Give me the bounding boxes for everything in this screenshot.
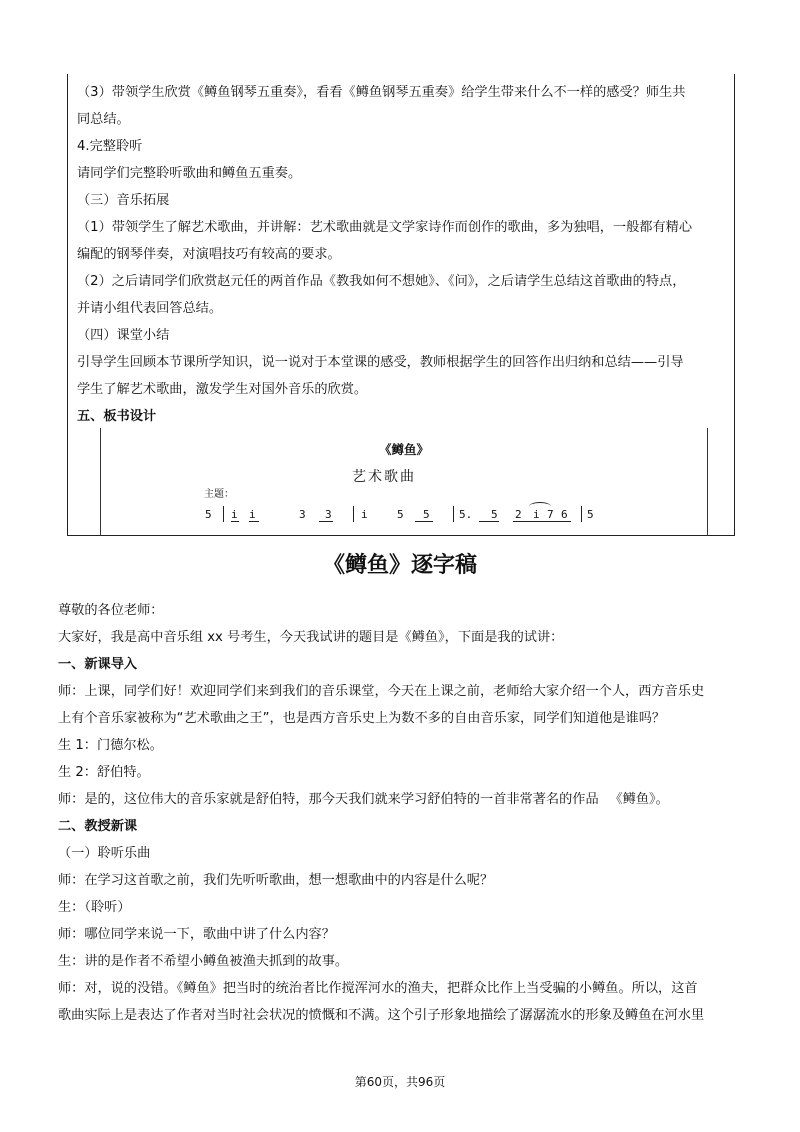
teacher-line-3: 师：在学习这首歌之前，我们先听听歌曲，想一想歌曲中的内容是什么呢？ (58, 873, 494, 888)
bar-line (453, 506, 454, 522)
note: 5 (491, 508, 498, 521)
teacher-line-1b: 上有个音乐家被称为“艺术歌曲之王”，也是西方音乐史上为数不多的自由音乐家，同学们知道他是谁吗？ (58, 711, 666, 726)
teacher-line-5b: 歌曲实际上是表达了作者对当时社会状况的愤慨和不满。这个引子形象地描绘了潺潺流水的形象及鳟鱼在河水里 (58, 1008, 705, 1023)
intro: 大家好，我是高中音乐组 xx 号考生，今天我试讲的题目是《鳟鱼》，下面是我的试讲： (58, 630, 564, 645)
paragraph-quintet-1: （3）带领学生欣赏《鳟鱼钢琴五重奏》，看看《鳟鱼钢琴五重奏》给学生带来什么不一样的感受？师生共 (77, 85, 686, 100)
note: 5 (205, 508, 212, 521)
heading-new-lesson: 一、新课导入 (58, 657, 138, 672)
page-number: 第60页，共96页 (354, 1075, 446, 1089)
bar-line (353, 506, 354, 522)
underline (415, 521, 433, 522)
paragraph-zhao-2: 并请小组代表回答总结。 (77, 301, 223, 316)
student-line-1: 生 1：门德尔松。 (58, 738, 163, 753)
paragraph-quintet-2: 同总结。 (77, 112, 130, 127)
board-title: 《鳟鱼》 (378, 442, 429, 457)
underline (249, 521, 259, 522)
board-design (100, 428, 708, 536)
underline (231, 521, 239, 522)
page-title: 《鳟鱼》逐字稿 (322, 552, 477, 578)
note: i (231, 508, 238, 521)
heading-board-design: 五、板书设计 (77, 409, 157, 424)
student-line-3: 生：（聆听） (58, 900, 131, 915)
note: i (249, 508, 256, 521)
student-line-4: 生：讲的是作者不希望小鳟鱼被渔夫抓到的故事。 (58, 954, 349, 969)
heading-music-expand: （三）音乐拓展 (77, 193, 170, 208)
note: i (533, 508, 540, 521)
teacher-line-4: 师：哪位同学来说一下，歌曲中讲了什么内容？ (58, 927, 335, 942)
teacher-line-2: 师：是的，这位伟大的音乐家就是舒伯特，那今天我们就来学习舒伯特的一首非常著名的作品 《鳟鱼》。 (58, 792, 669, 807)
bar-line (581, 506, 582, 522)
paragraph-summary-1: 引导学生回顾本节课所学知识，说一说对于本堂课的感受，教师根据学生的回答作出归纳和总结——引导 (77, 355, 684, 370)
note: 2 (515, 508, 522, 521)
heading-full-listen: 4.完整聆听 (77, 139, 143, 154)
paragraph-art-song-2: 编配的钢琴伴奏，对演唱技巧有较高的要求。 (77, 247, 341, 262)
underline (479, 521, 499, 522)
board-subtitle: 艺术歌曲 (352, 469, 416, 485)
paragraph-zhao-1: （2）之后请同学们欣赏赵元任的两首作品《教我如何不想她》、《问》，之后请学生总结这首歌曲的特点， (77, 274, 686, 289)
underline (513, 521, 571, 522)
student-line-2: 生 2：舒伯特。 (58, 765, 150, 780)
teacher-line-5a: 师：对，说的没错。《鳟鱼》把当时的统治者比作搅浑河水的渔夫，把群众比作上当受骗的小鳟鱼。所以，这首 (58, 981, 698, 996)
key-label: 主题： (204, 489, 234, 500)
note: 3 (325, 508, 332, 521)
paragraph-summary-2: 学生了解艺术歌曲，激发学生对国外音乐的欣赏。 (77, 382, 368, 397)
heading-class-summary: （四）课堂小结 (77, 328, 170, 343)
slur (529, 502, 551, 511)
underline (319, 521, 333, 522)
heading-listen: （一）聆听乐曲 (58, 846, 151, 861)
paragraph-art-song-1: （1）带领学生了解艺术歌曲，并讲解：艺术歌曲就是文学家诗作而创作的歌曲，多为独唱，一般都有精心 (77, 220, 693, 235)
heading-teach-new: 二、教授新课 (58, 819, 138, 834)
note: 6 (561, 508, 568, 521)
greeting: 尊敬的各位老师： (58, 603, 164, 618)
bar-line (223, 506, 224, 522)
note: 5. (459, 508, 473, 521)
melody-score (201, 508, 691, 538)
note: 7 (547, 508, 554, 521)
teacher-line-1a: 师：上课，同学们好！欢迎同学们来到我们的音乐课堂，今天在上课之前，老师给大家介绍一个人，西方音乐史 (58, 684, 705, 699)
paragraph-full-listen: 请同学们完整聆听歌曲和鳟鱼五重奏。 (77, 166, 302, 181)
note: i (361, 508, 368, 521)
note: 5 (587, 508, 594, 521)
note: 3 (299, 508, 306, 521)
note: 5 (423, 508, 430, 521)
note: 5 (397, 508, 404, 521)
